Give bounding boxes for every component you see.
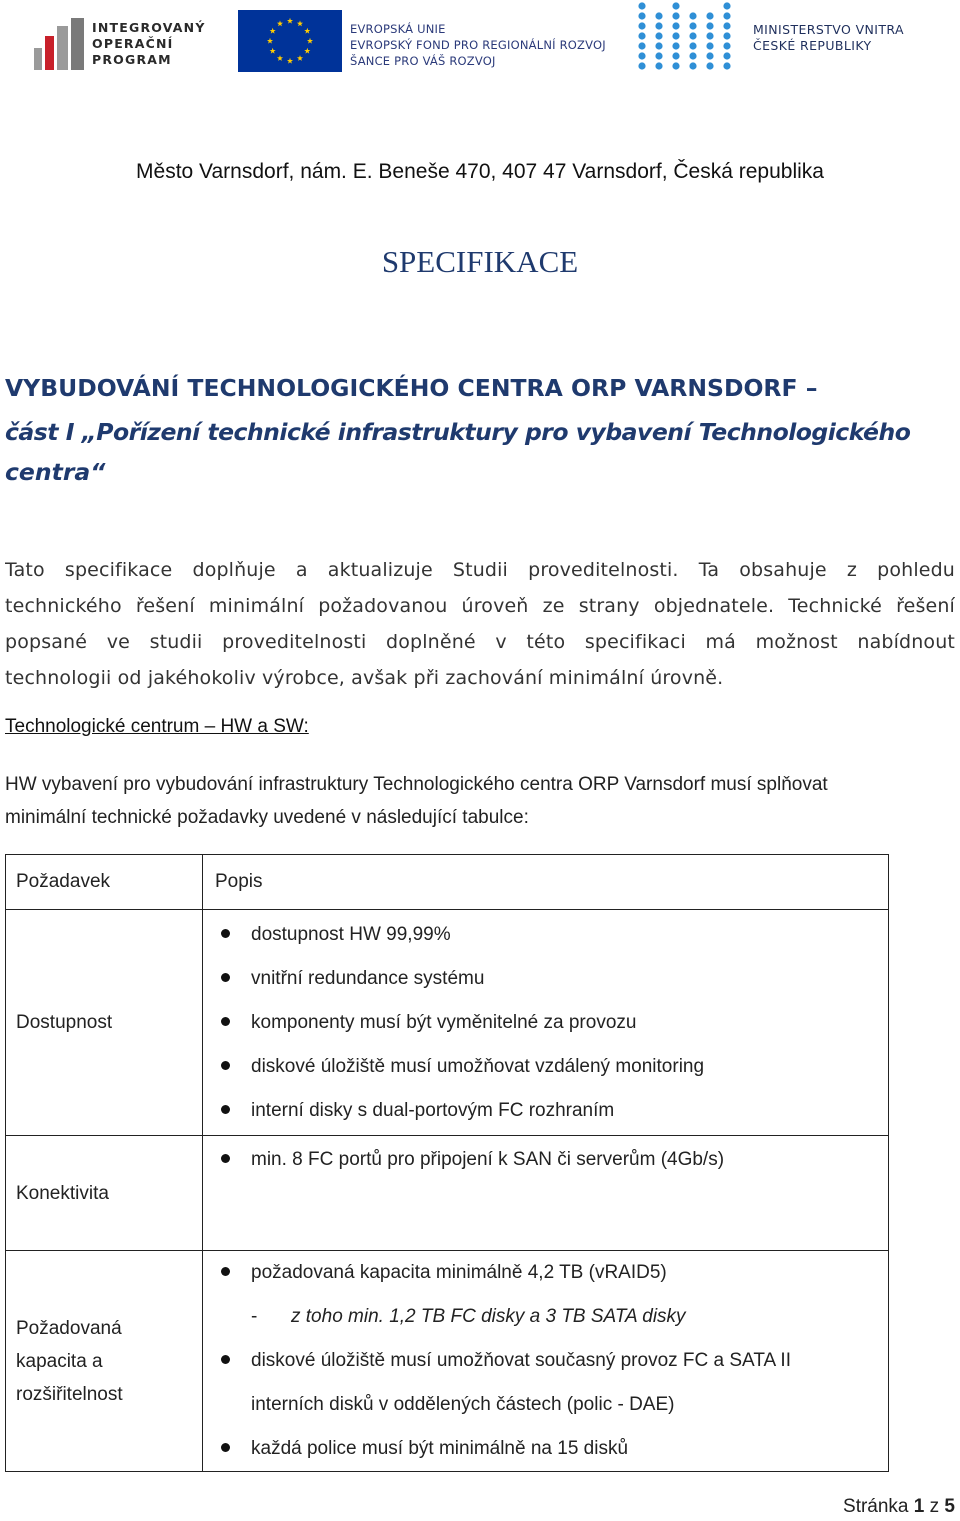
list-item-text: min. 8 FC portů pro připojení k SAN či serverům (4Gb/s) <box>251 1149 725 1170</box>
mv-dot-icon <box>706 62 713 69</box>
mv-dot-icon <box>706 52 713 59</box>
iop-line-1: INTEGROVANÝ <box>92 20 206 35</box>
bullet-list <box>215 1138 888 1182</box>
table-row <box>6 910 889 1136</box>
intro-line: technického řešení minimální požadovanou úroveň ze strany objednatele. Technické řešení <box>5 595 955 617</box>
subject-line-2: část I „Pořízení technické infrastruktury pro vybavení Technologického <box>5 418 911 446</box>
bullet-icon <box>221 1061 230 1070</box>
iop-emblem-icon <box>34 18 84 70</box>
mv-dot-icon <box>655 32 662 39</box>
list-item <box>215 1427 888 1471</box>
list-item <box>215 913 888 957</box>
mv-dot-icon <box>672 62 679 69</box>
mv-dot-icon <box>706 42 713 49</box>
table-row <box>6 1251 889 1472</box>
row-label-line: Požadovaná <box>16 1317 122 1339</box>
section-heading: Technologické centrum – HW a SW: <box>5 716 309 737</box>
mv-dot-icon <box>672 2 679 9</box>
mv-dot-icon <box>689 12 696 19</box>
mv-dot-icon <box>655 12 662 19</box>
list-item-text: vnitřní redundance systému <box>251 967 485 989</box>
mv-dot-icon <box>638 42 645 49</box>
intro-line: Tato specifikace doplňuje a aktualizuje Studii proveditelnosti. Ta obsahuje z pohledu <box>5 559 955 581</box>
mv-dot-icon <box>689 62 696 69</box>
mv-dot-icon <box>638 32 645 39</box>
row-label-line: Konektivita <box>16 1182 109 1204</box>
list-item-text: komponenty musí být vyměnitelné za provozu <box>251 1011 637 1033</box>
subject-heading <box>5 368 960 492</box>
intro-paragraph <box>5 552 955 696</box>
address: Město Varnsdorf, nám. E. Beneše 470, 407 47 Varnsdorf, Česká republika <box>136 160 824 183</box>
list-item-text: diskové úložiště musí umožňovat současný provoz FC a SATA II <box>251 1350 791 1371</box>
intro-line: popsané ve studii proveditelnosti doplněné v této specifikaci má možnost nabídnout <box>5 631 955 653</box>
mv-dot-icon <box>655 62 662 69</box>
iop-logo <box>34 18 214 72</box>
row-description <box>203 1251 889 1472</box>
bullet-icon <box>221 1443 230 1452</box>
section-text-line: minimální technické požadavky uvedené v následující tabulce: <box>5 807 529 828</box>
mv-dot-icon <box>638 2 645 9</box>
footer-page-number: 1 <box>913 1496 925 1517</box>
list-item <box>215 1089 888 1133</box>
mv-dot-icon <box>689 52 696 59</box>
list-item <box>215 1001 888 1045</box>
bullet-list <box>215 1251 888 1471</box>
mv-dot-icon <box>689 22 696 29</box>
subject-line-3: centra“ <box>5 458 106 486</box>
bullet-list <box>215 913 888 1133</box>
bullet-icon <box>221 929 230 938</box>
mv-dot-icon <box>723 62 730 69</box>
table-header-row <box>6 855 889 910</box>
logo-bar <box>0 0 960 80</box>
page-title: SPECIFIKACE <box>381 244 579 279</box>
list-item-text: interních disků v oddělených částech (polic - DAE) <box>251 1394 675 1415</box>
eu-flag-icon <box>238 10 342 72</box>
mv-dot-icon <box>706 12 713 19</box>
bullet-icon <box>221 1017 230 1026</box>
mv-dot-icon <box>672 52 679 59</box>
list-item-text: požadovaná kapacita minimálně 4,2 TB (vRAID5) <box>251 1262 667 1283</box>
page-footer <box>843 1496 955 1518</box>
eu-line-1: EVROPSKÁ UNIE <box>350 22 446 36</box>
list-item <box>215 1251 888 1295</box>
mv-dot-icon <box>638 62 645 69</box>
row-label <box>6 1136 203 1251</box>
list-item-text: každá police musí být minimálně na 15 disků <box>251 1438 629 1459</box>
table-header-description: Popis <box>203 855 889 910</box>
list-item <box>215 1339 888 1383</box>
row-label <box>6 1251 203 1472</box>
eu-text <box>350 21 640 69</box>
eu-line-2: EVROPSKÝ FOND PRO REGIONÁLNÍ ROZVOJ <box>350 38 606 52</box>
sub-list-item <box>215 1295 888 1339</box>
mv-dot-icon <box>723 32 730 39</box>
mv-dot-icon <box>723 42 730 49</box>
mv-dot-icon <box>638 12 645 19</box>
row-label-line: rozšiřitelnost <box>16 1383 123 1405</box>
mv-dot-icon <box>655 42 662 49</box>
footer-prefix: Stránka <box>843 1496 914 1517</box>
list-item <box>215 957 888 1001</box>
bullet-icon <box>221 1154 230 1163</box>
mv-dot-icon <box>723 22 730 29</box>
mv-dot-icon <box>723 12 730 19</box>
requirements-table <box>5 854 889 1472</box>
mv-dot-icon <box>706 32 713 39</box>
mv-text <box>753 22 953 54</box>
list-item <box>215 1138 888 1182</box>
bullet-icon <box>221 973 230 982</box>
mv-dot-icon <box>655 22 662 29</box>
mv-dot-icon <box>638 22 645 29</box>
list-item-text: diskové úložiště musí umožňovat vzdálený monitoring <box>251 1055 705 1077</box>
footer-mid: z <box>924 1496 945 1517</box>
bullet-icon <box>221 1105 230 1114</box>
table-row <box>6 1136 889 1251</box>
row-label <box>6 910 203 1136</box>
eu-line-3: ŠANCE PRO VÁŠ ROZVOJ <box>350 54 496 68</box>
list-item-text: dostupnost HW 99,99% <box>251 923 451 945</box>
mv-dot-icon <box>638 52 645 59</box>
mv-dot-icon <box>672 42 679 49</box>
mv-logo-icon <box>634 0 736 72</box>
mv-dot-icon <box>672 12 679 19</box>
footer-page-total: 5 <box>944 1496 955 1517</box>
mv-dot-icon <box>689 32 696 39</box>
mv-dot-icon <box>723 2 730 9</box>
mv-line-1: MINISTERSTVO VNITRA <box>753 22 904 37</box>
iop-line-2: OPERAČNÍ <box>92 36 174 51</box>
table-header-requirement: Požadavek <box>6 855 203 910</box>
mv-dot-icon <box>723 52 730 59</box>
mv-dot-icon <box>706 22 713 29</box>
list-item-continuation <box>215 1383 888 1427</box>
row-description <box>203 910 889 1136</box>
iop-line-3: PROGRAM <box>92 52 172 67</box>
mv-line-2: ČESKÉ REPUBLIKY <box>753 38 872 53</box>
mv-dot-icon <box>689 42 696 49</box>
section-text-line: HW vybavení pro vybudování infrastruktury Technologického centra ORP Varnsdorf musí splňovat <box>5 774 828 795</box>
mv-dot-icon <box>672 32 679 39</box>
section-text <box>5 768 955 834</box>
subject-line-1: VYBUDOVÁNÍ TECHNOLOGICKÉHO CENTRA ORP VARNSDORF – <box>5 374 818 402</box>
row-label-line: Dostupnost <box>16 1012 113 1033</box>
dash-icon: - <box>251 1306 258 1327</box>
bullet-icon <box>221 1267 230 1276</box>
row-label-line: kapacita a <box>16 1350 103 1372</box>
list-item-text: z toho min. 1,2 TB FC disky a 3 TB SATA disky <box>291 1306 686 1327</box>
mv-dot-icon <box>672 22 679 29</box>
bullet-icon <box>221 1355 230 1364</box>
mv-dot-icon <box>655 52 662 59</box>
list-item-text: interní disky s dual-portovým FC rozhraním <box>251 1099 615 1121</box>
intro-line: technologii od jakéhokoliv výrobce, avšak při zachování minimální úrovně. <box>5 667 724 689</box>
list-item <box>215 1045 888 1089</box>
iop-text <box>92 20 222 68</box>
row-description <box>203 1136 889 1251</box>
